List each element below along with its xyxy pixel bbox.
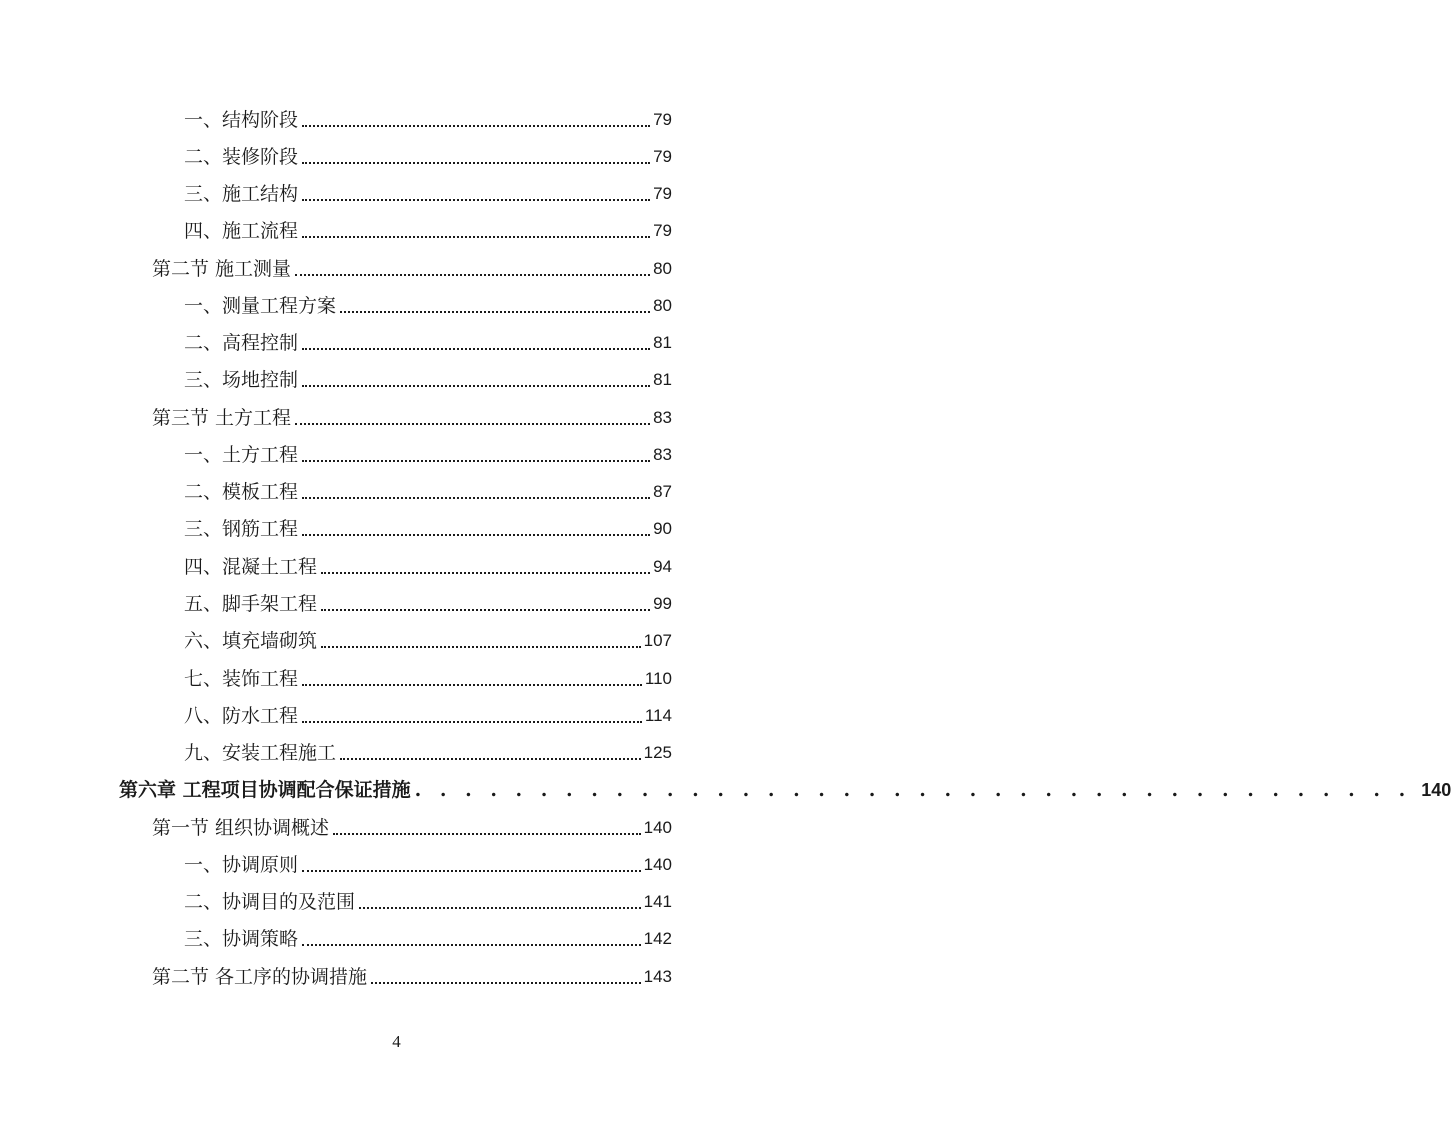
toc-entry[interactable]	[184, 106, 672, 134]
toc-entry-page: 81	[653, 333, 672, 352]
dot-leader	[302, 161, 650, 164]
toc-entry-title: 八、防水工程	[184, 705, 299, 727]
dot-leader	[302, 459, 650, 462]
toc-entry[interactable]	[184, 478, 672, 506]
toc-entry[interactable]	[184, 702, 672, 730]
toc-entry[interactable]	[184, 665, 672, 693]
dot-leader	[302, 869, 641, 872]
toc-entry[interactable]	[152, 814, 672, 842]
dot-leader	[321, 571, 650, 574]
toc-entry-page: 79	[653, 147, 672, 166]
toc-entry[interactable]	[184, 366, 672, 394]
toc-entry[interactable]	[184, 739, 672, 767]
toc-entry-title: 第二节 各工序的协调措施	[152, 966, 368, 988]
dot-leader	[295, 422, 650, 425]
toc-entry-page: 142	[643, 929, 672, 948]
toc-entry-title: 七、装饰工程	[184, 668, 299, 690]
toc-entry[interactable]	[184, 515, 672, 543]
dot-leader	[340, 310, 650, 313]
toc-entry[interactable]	[152, 255, 672, 283]
toc-entry-title: 三、协调策略	[184, 928, 299, 950]
toc-entry-title: 三、场地控制	[184, 369, 299, 391]
toc-entry-title: 一、土方工程	[184, 444, 299, 466]
dot-leader	[302, 720, 642, 723]
dot-leader	[302, 533, 650, 536]
toc-entry-page: 107	[643, 631, 672, 650]
toc-entry-title: 二、模板工程	[184, 481, 299, 503]
dot-leader	[302, 235, 650, 238]
toc-entry-page: 141	[643, 892, 672, 911]
toc-entry-title: 第二节 施工测量	[152, 258, 292, 280]
toc-entry[interactable]	[152, 963, 672, 991]
toc-entry-page: 143	[643, 967, 672, 986]
toc-entry-page: 110	[644, 669, 672, 688]
toc-entry-title: 二、装修阶段	[184, 146, 299, 168]
toc-entry-title: 一、测量工程方案	[184, 295, 337, 317]
toc-entry[interactable]	[184, 292, 672, 320]
toc-entry-title: 九、安装工程施工	[184, 742, 337, 764]
toc-entry-page: 140	[643, 818, 672, 837]
toc-entry-page: 83	[653, 445, 672, 464]
toc-entry-page: 80	[653, 296, 672, 315]
toc-entry-title: 第三节 土方工程	[152, 407, 292, 429]
toc-entry-page: 114	[644, 706, 672, 725]
toc-entry[interactable]	[184, 143, 672, 171]
toc-entry-title: 三、施工结构	[184, 183, 299, 205]
dot-leader	[302, 198, 650, 201]
toc-entry-page: 140	[643, 855, 672, 874]
toc-entry-title: 第一节 组织协调概述	[152, 817, 330, 839]
toc-entry-page: 125	[643, 743, 672, 762]
dot-leader	[302, 384, 650, 387]
toc-entry-page: 79	[653, 110, 672, 129]
toc-entry-page: 87	[653, 482, 672, 501]
page-number: 4	[392, 1032, 401, 1051]
toc-entry-title: 四、混凝土工程	[184, 556, 318, 578]
toc-entry[interactable]	[184, 925, 672, 953]
dot-leader	[302, 943, 641, 946]
toc-entry[interactable]	[184, 441, 672, 469]
toc-entry-page: 140	[1421, 780, 1451, 800]
toc-entry[interactable]	[152, 404, 672, 432]
toc-entry-page: 83	[653, 408, 672, 427]
toc-entry[interactable]	[184, 590, 672, 618]
dot-leader: . . . . . . . . . . . . . . . . . . . . . . . . . . . . . . . . . . . . . . . .	[414, 779, 1412, 801]
toc-entry-page: 99	[653, 594, 672, 613]
dot-leader	[302, 124, 650, 127]
dot-leader	[340, 757, 641, 760]
toc-entry-page: 79	[653, 184, 672, 203]
dot-leader	[321, 608, 650, 611]
dot-leader	[302, 683, 642, 686]
toc-entry-title: 三、钢筋工程	[184, 518, 299, 540]
toc-entry[interactable]	[184, 217, 672, 245]
toc-entry-page: 79	[653, 221, 672, 240]
toc-entry-title: 二、协调目的及范围	[184, 891, 356, 913]
toc-entry-title: 五、脚手架工程	[184, 593, 318, 615]
toc-entry-title: 六、填充墙砌筑	[184, 630, 318, 652]
toc-entry-title: 第六章 工程项目协调配合保证措施	[119, 779, 411, 801]
toc-entry-title: 一、结构阶段	[184, 109, 299, 131]
dot-leader	[302, 347, 650, 350]
dot-leader	[321, 645, 641, 648]
toc-entry-title: 二、高程控制	[184, 332, 299, 354]
dot-leader	[333, 832, 641, 835]
dot-leader	[295, 273, 650, 276]
toc-entry[interactable]	[184, 851, 672, 879]
toc-entry-page: 94	[653, 557, 672, 576]
dot-leader	[359, 906, 641, 909]
toc-entry-title: 一、协调原则	[184, 854, 299, 876]
dot-leader	[302, 496, 650, 499]
toc-entry-title: 四、施工流程	[184, 220, 299, 242]
toc-entry[interactable]	[184, 553, 672, 581]
toc-entry[interactable]	[184, 627, 672, 655]
toc-entry-page: 81	[653, 370, 672, 389]
toc-entry-page: 80	[653, 259, 672, 278]
toc-entry[interactable]	[184, 180, 672, 208]
toc-entry[interactable]	[119, 776, 1451, 804]
toc-entry[interactable]	[184, 329, 672, 357]
toc-entry-page: 90	[653, 519, 672, 538]
toc-entry[interactable]	[184, 888, 672, 916]
dot-leader	[371, 981, 641, 984]
